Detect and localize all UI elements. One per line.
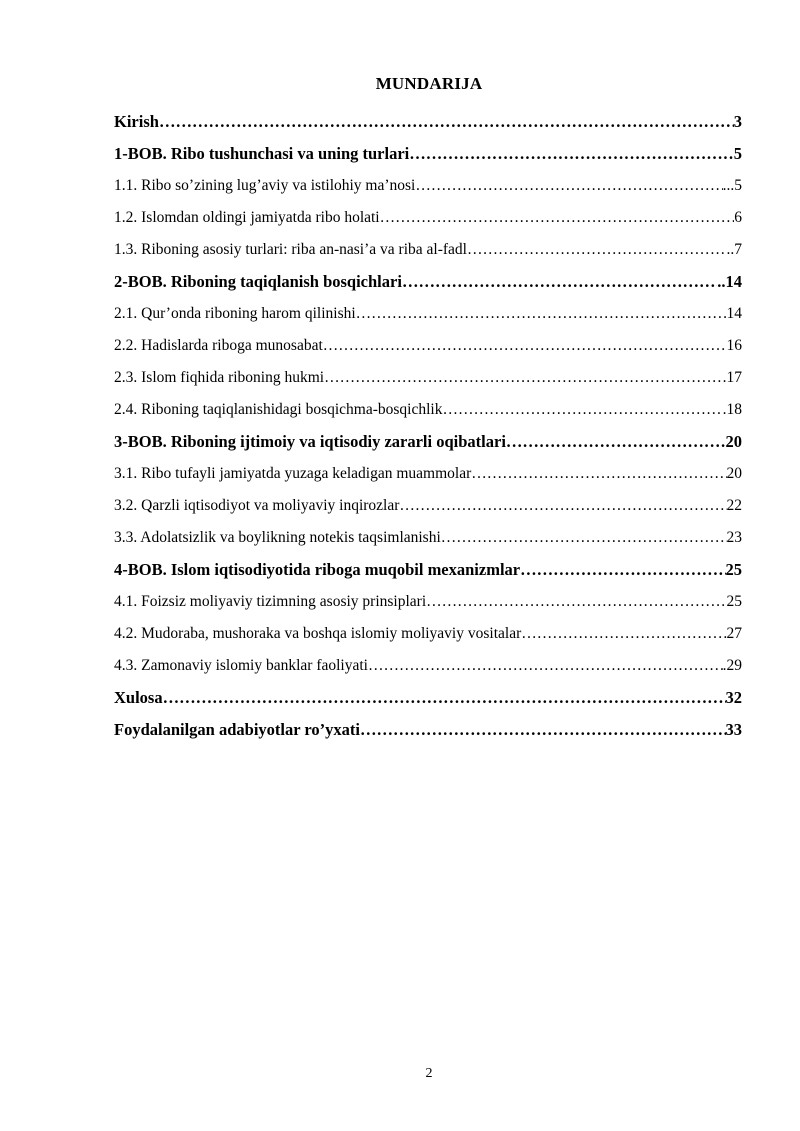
- toc-entry-section-4-2[interactable]: [114, 618, 742, 650]
- toc-entry-page: 20: [725, 432, 742, 451]
- toc-entry-page: 33: [725, 720, 742, 739]
- toc-entry-label: 2.2. Hadislarda riboga munosabat: [114, 337, 323, 354]
- toc-entry-label: 3.1. Ribo tufayli jamiyatda yuzaga keladigan muammolar: [114, 465, 472, 482]
- toc-entry-label: 2.1. Qur’onda riboning harom qilinishi: [114, 305, 356, 322]
- dot-leader: [506, 426, 726, 458]
- dot-leader: [471, 458, 726, 490]
- table-of-contents: [114, 106, 742, 746]
- toc-entry-page: 20: [726, 465, 742, 482]
- toc-entry-label: 1.3. Riboning asosiy turlari: riba an-nasi’a va riba al-fadl: [114, 241, 467, 258]
- toc-entry-page: 25: [726, 593, 742, 610]
- toc-entry-page: 23: [726, 529, 742, 546]
- toc-entry-label: 1.2. Islomdan oldingi jamiyatda ribo holati: [114, 209, 380, 226]
- toc-entry-conclusion[interactable]: [114, 682, 742, 714]
- dot-leader: [402, 266, 717, 298]
- toc-entry-section-2-4[interactable]: [114, 394, 742, 426]
- toc-entry-section-1-2[interactable]: [114, 202, 742, 234]
- toc-entry-page: 6: [734, 209, 742, 226]
- toc-entry-chapter-4[interactable]: [114, 554, 742, 586]
- toc-entry-page: 32: [725, 688, 742, 707]
- toc-entry-chapter-2[interactable]: [114, 266, 742, 298]
- page-number: 2: [425, 1066, 433, 1081]
- dot-leader: [368, 650, 723, 682]
- toc-entry-section-4-3[interactable]: [114, 650, 742, 682]
- toc-entry-label: 4-BOB. Islom iqtisodiyotida riboga muqobil mexanizmlar: [114, 560, 521, 579]
- toc-entry-page: 17: [726, 369, 742, 386]
- dot-leader: [409, 138, 734, 170]
- toc-entry-page: .18: [722, 401, 742, 418]
- dot-leader: [360, 714, 725, 746]
- page-title: MUNDARIJA: [375, 74, 483, 93]
- toc-entry-label: 4.3. Zamonaviy islomiy banklar faoliyati: [114, 657, 368, 674]
- toc-entry-section-2-3[interactable]: [114, 362, 742, 394]
- toc-entry-page: ...5: [722, 177, 742, 194]
- toc-entry-references[interactable]: [114, 714, 742, 746]
- dot-leader: [380, 202, 735, 234]
- toc-entry-page: 3: [733, 112, 742, 131]
- dot-leader: [520, 554, 725, 586]
- toc-entry-label: 3.3. Adolatsizlik va boylikning notekis taqsimlanishi: [114, 529, 441, 546]
- dot-leader: [356, 298, 727, 330]
- toc-entry-section-1-3[interactable]: [114, 234, 742, 266]
- toc-entry-label: 3-BOB. Riboning ijtimoiy va iqtisodiy zararli oqibatlari: [114, 432, 506, 451]
- toc-entry-page: 16: [726, 337, 742, 354]
- dot-leader: [415, 170, 722, 202]
- dot-leader: [324, 362, 726, 394]
- toc-entry-section-4-1[interactable]: [114, 586, 742, 618]
- toc-entry-page: .29: [722, 657, 742, 674]
- toc-entry-section-1-1[interactable]: [114, 170, 742, 202]
- dot-leader: [467, 234, 727, 266]
- dot-leader: [441, 522, 727, 554]
- toc-entry-label: 2.3. Islom fiqhida riboning hukmi: [114, 369, 325, 386]
- toc-entry-label: 4.2. Mudoraba, mushoraka va boshqa islomiy moliyaviy vositalar: [114, 625, 522, 642]
- toc-entry-label: 4.1. Foizsiz moliyaviy tizimning asosiy prinsiplari: [114, 593, 427, 610]
- toc-entry-label: Foydalanilgan adabiyotlar ro’yxati: [114, 720, 361, 739]
- toc-entry-page: 25: [725, 560, 742, 579]
- toc-entry-page: 27: [726, 625, 742, 642]
- toc-entry-label: 1.1. Ribo so’zining lug’aviy va istilohiy ma’nosi: [114, 177, 416, 194]
- toc-entry-chapter-3[interactable]: [114, 426, 742, 458]
- toc-entry-introduction[interactable]: [114, 106, 742, 138]
- toc-entry-section-2-1[interactable]: [114, 298, 742, 330]
- dot-leader: [521, 618, 726, 650]
- toc-entry-page: 22: [726, 497, 742, 514]
- dot-leader: [426, 586, 726, 618]
- toc-entry-page: 14: [726, 305, 742, 322]
- toc-entry-chapter-1[interactable]: [114, 138, 742, 170]
- dot-leader: [163, 682, 726, 714]
- toc-entry-label: 3.2. Qarzli iqtisodiyot va moliyaviy inqirozlar: [114, 497, 400, 514]
- dot-leader: [159, 106, 734, 138]
- toc-entry-label: Kirish: [114, 112, 159, 131]
- dot-leader: [442, 394, 722, 426]
- toc-entry-page: 5: [733, 144, 742, 163]
- toc-entry-section-3-2[interactable]: [114, 490, 742, 522]
- dot-leader: [323, 330, 727, 362]
- toc-entry-page: ..7: [726, 241, 742, 258]
- toc-entry-label: Xulosa: [114, 688, 163, 707]
- toc-entry-section-3-1[interactable]: [114, 458, 742, 490]
- toc-entry-section-2-2[interactable]: [114, 330, 742, 362]
- toc-entry-page: ..14: [717, 272, 742, 291]
- toc-entry-label: 2-BOB. Riboning taqiqlanish bosqichlari: [114, 272, 402, 291]
- toc-entry-label: 1-BOB. Ribo tushunchasi va uning turlari: [114, 144, 410, 163]
- toc-entry-label: 2.4. Riboning taqiqlanishidagi bosqichma-bosqichlik: [114, 401, 443, 418]
- toc-entry-section-3-3[interactable]: [114, 522, 742, 554]
- dot-leader: [399, 490, 726, 522]
